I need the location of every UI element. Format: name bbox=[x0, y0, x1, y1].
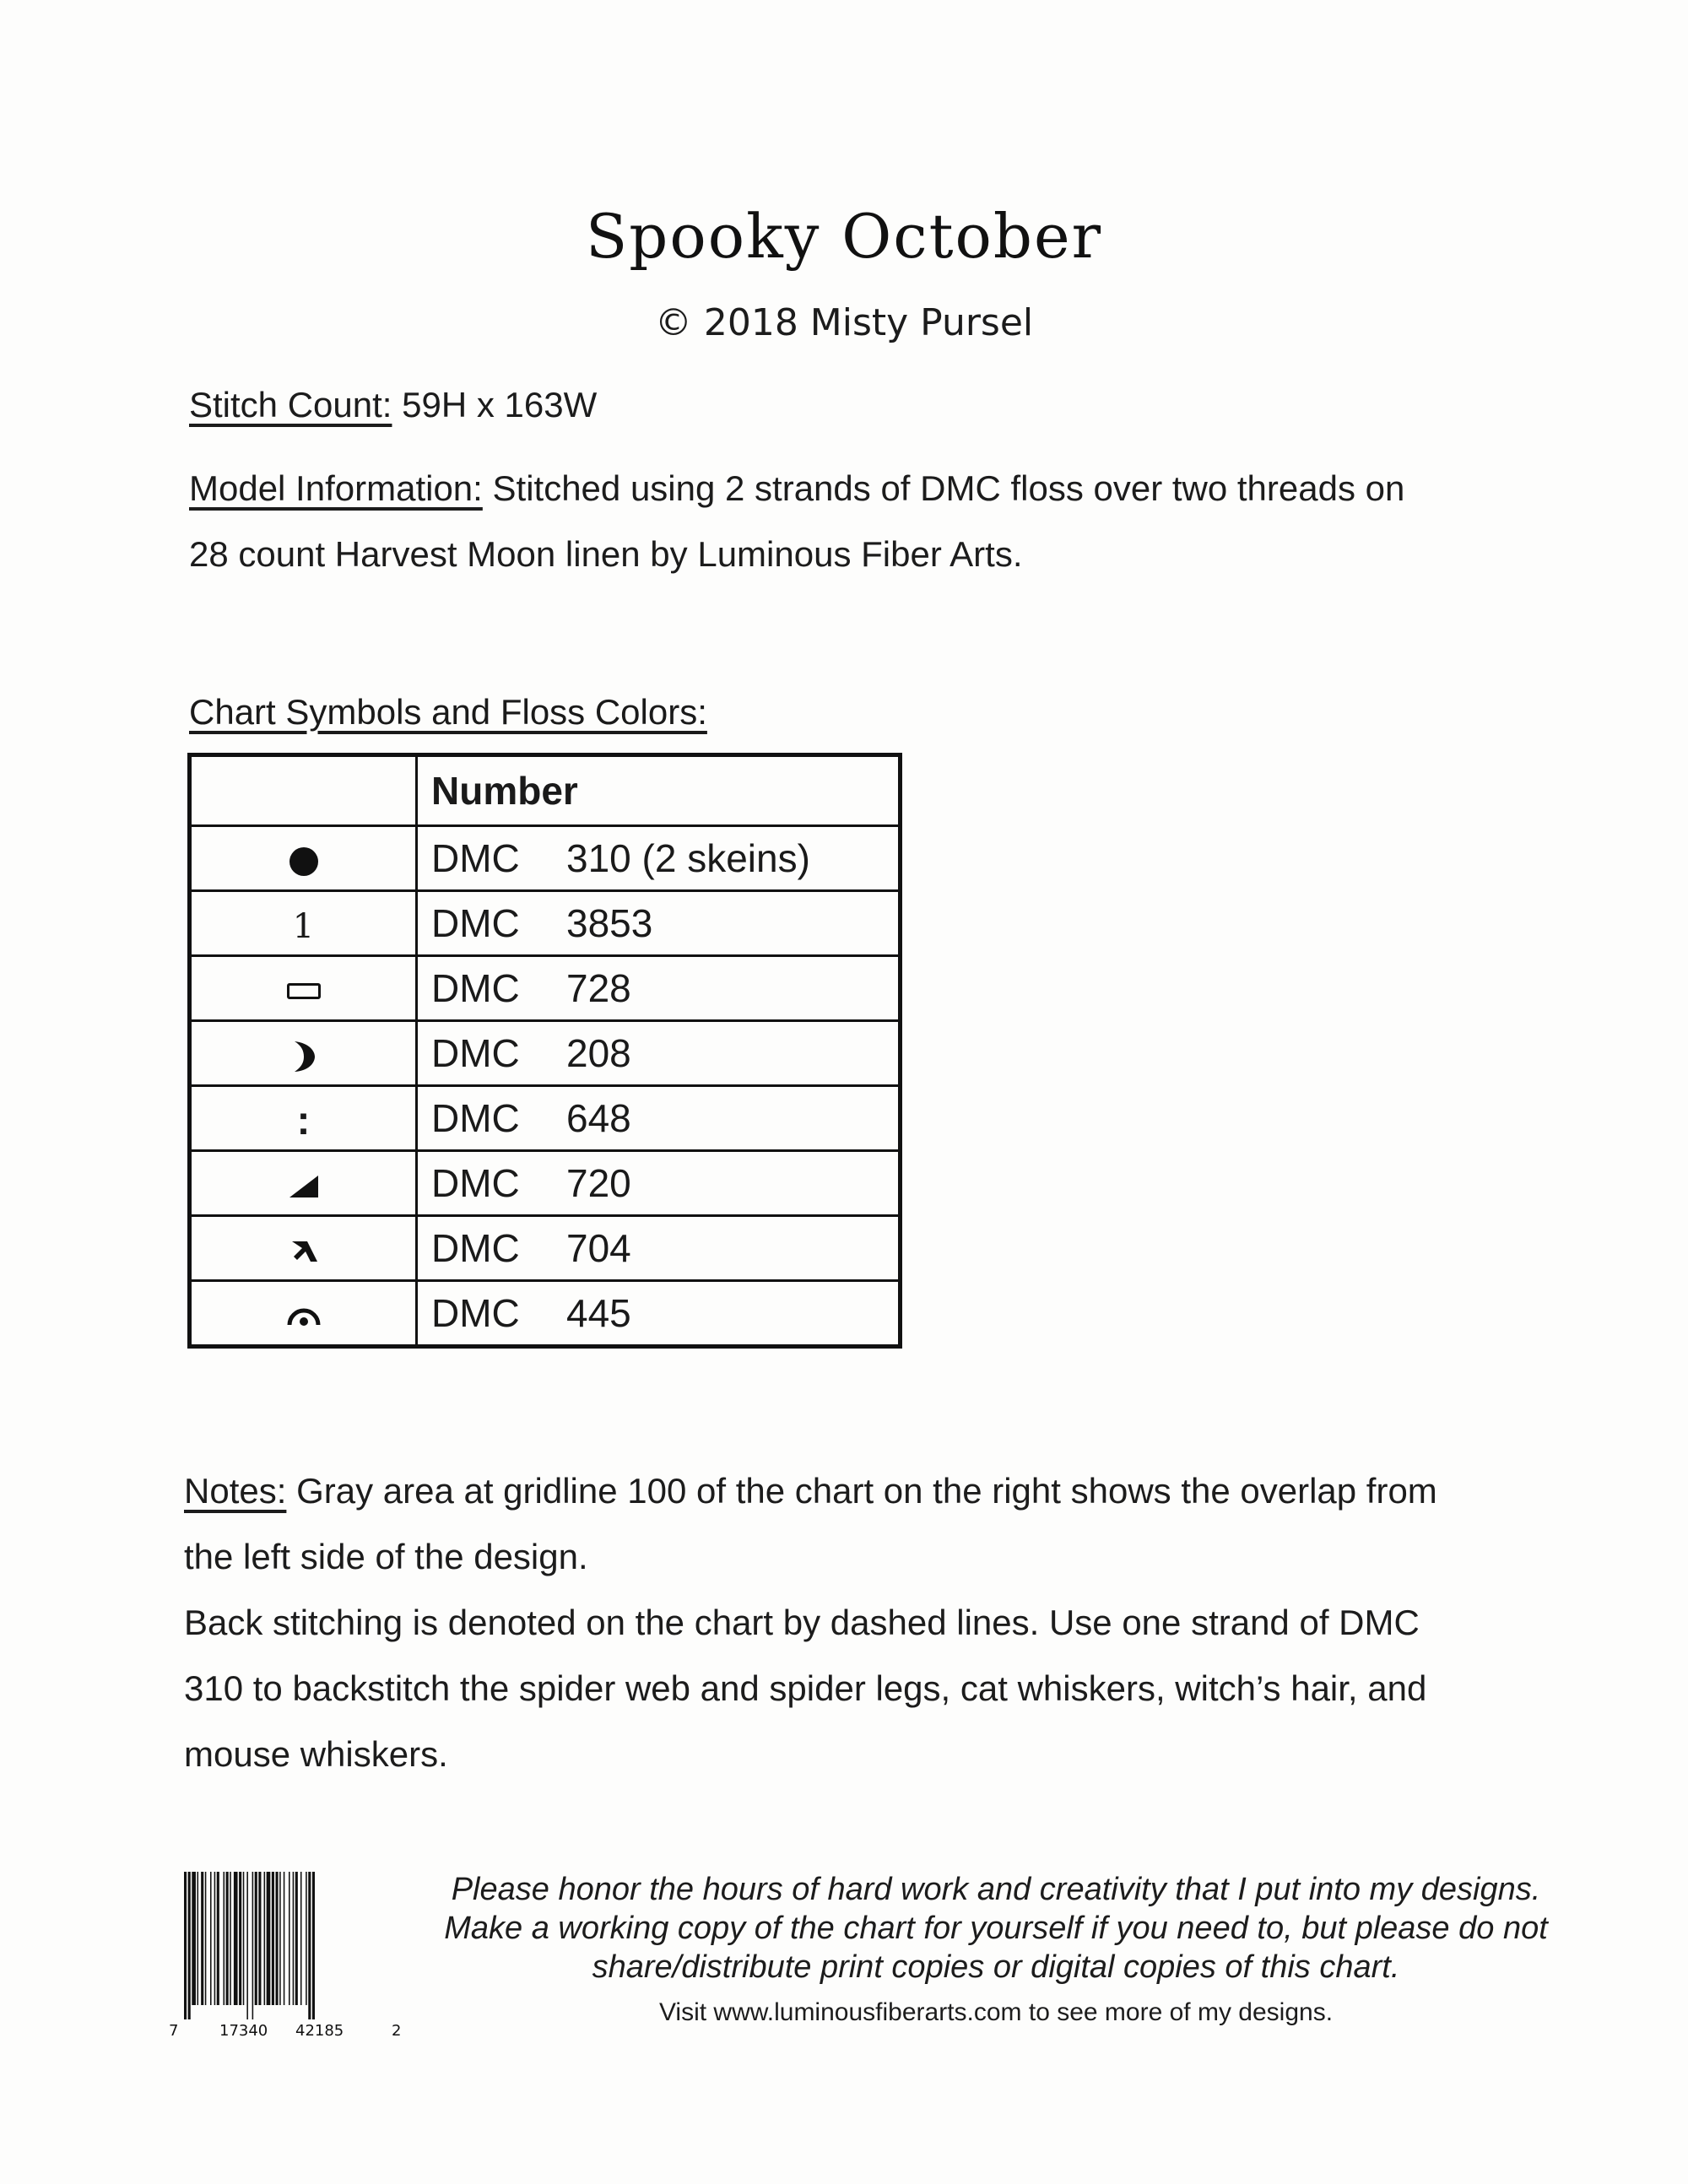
model-info-label: Model Information: bbox=[189, 468, 483, 508]
notes-section bbox=[184, 1458, 1602, 1787]
barcode-bar bbox=[272, 1872, 274, 2005]
barcode-digit-right: 2 bbox=[392, 2022, 402, 2040]
floss-brand: DMC bbox=[431, 1096, 520, 1140]
outlined-rectangle-icon bbox=[287, 983, 321, 999]
crescent-moon-icon bbox=[291, 1040, 316, 1073]
table-row bbox=[190, 1281, 901, 1347]
barcode-bar bbox=[243, 1872, 245, 2005]
chart-symbols-heading: Chart Symbols and Floss Colors: bbox=[189, 692, 707, 732]
barcode-bar bbox=[217, 1872, 219, 2005]
table-row bbox=[190, 1086, 901, 1151]
floss-brand: DMC bbox=[431, 901, 520, 945]
honor-line3: share/distribute print copies or digital copies of this chart. bbox=[592, 1949, 1400, 1985]
floss-brand: DMC bbox=[431, 966, 520, 1010]
floss-brand: DMC bbox=[431, 836, 520, 880]
barcode-bar bbox=[239, 1872, 241, 2005]
floss-number: 648 bbox=[566, 1096, 631, 1140]
barcode-bar bbox=[246, 1872, 248, 2019]
barcode-bars bbox=[184, 1872, 387, 2019]
model-info-line1: Stitched using 2 strands of DMC floss over two threads on bbox=[492, 468, 1405, 508]
filled-triangle-icon bbox=[288, 1174, 320, 1199]
floss-number: 704 bbox=[566, 1226, 631, 1270]
barcode-bar bbox=[252, 1872, 254, 2019]
barcode-bar bbox=[230, 1872, 231, 2005]
barcode-bar bbox=[197, 1872, 199, 2005]
arch-dot-icon bbox=[286, 1305, 322, 1328]
model-information bbox=[189, 456, 1573, 587]
barcode-bar bbox=[267, 1872, 271, 2005]
notes-p1-line2: the left side of the design. bbox=[184, 1537, 588, 1576]
page-title: Spooky October bbox=[585, 201, 1103, 272]
barcode-bar bbox=[279, 1872, 281, 2005]
hook-arrow-icon bbox=[289, 1238, 319, 1265]
table-header-row bbox=[190, 755, 901, 826]
notes-label: Notes: bbox=[184, 1471, 287, 1511]
notes-p2-line1: Back stitching is denoted on the chart by dashed lines. Use one strand of DMC bbox=[184, 1603, 1420, 1642]
notes-p2-line3: mouse whiskers. bbox=[184, 1734, 448, 1774]
copyright-line: © 2018 Misty Pursel bbox=[654, 301, 1034, 344]
floss-brand: DMC bbox=[431, 1226, 520, 1270]
barcode-bar bbox=[255, 1872, 257, 2005]
barcode-bar bbox=[224, 1872, 225, 2005]
table-row bbox=[190, 956, 901, 1021]
floss-number: 728 bbox=[566, 966, 631, 1010]
stitch-count-label: Stitch Count: bbox=[189, 385, 392, 424]
barcode-bar bbox=[184, 1872, 187, 2019]
floss-number: 3853 bbox=[566, 901, 653, 945]
barcode-bar bbox=[289, 1872, 290, 2005]
barcode-bar bbox=[201, 1872, 203, 2005]
honor-line2: Make a working copy of the chart for yourself if you need to, but please do not bbox=[444, 1911, 1548, 1946]
honor-line1: Please honor the hours of hard work and creativity that I put into my designs. bbox=[451, 1872, 1541, 1907]
numeral-one-icon: 1 bbox=[292, 906, 315, 946]
barcode-bar bbox=[284, 1872, 285, 2005]
filled-circle-icon bbox=[289, 847, 318, 876]
barcode-bar bbox=[308, 1872, 311, 2019]
barcode-bar bbox=[264, 1872, 266, 2005]
floss-brand: DMC bbox=[431, 1031, 520, 1075]
barcode-bar bbox=[300, 1872, 302, 2005]
table-row bbox=[190, 891, 901, 956]
colon-icon: : bbox=[296, 1098, 311, 1143]
barcode-group-2: 42185 bbox=[295, 2022, 344, 2040]
barcode-bar bbox=[210, 1872, 212, 2005]
floss-number: 208 bbox=[566, 1031, 631, 1075]
stitch-count bbox=[189, 372, 597, 438]
barcode-bar bbox=[295, 1872, 298, 2005]
barcode-bar bbox=[205, 1872, 207, 2005]
floss-number: 445 bbox=[566, 1291, 631, 1335]
table-row bbox=[190, 1151, 901, 1216]
notes-p2-line2: 310 to backstitch the spider web and spider legs, cat whiskers, witch’s hair, and bbox=[184, 1668, 1427, 1708]
honor-request bbox=[422, 1870, 1570, 1987]
table-row bbox=[190, 1021, 901, 1086]
barcode-bar bbox=[258, 1872, 261, 2005]
barcode-bar bbox=[306, 1872, 307, 2005]
barcode-bar bbox=[312, 1872, 315, 2019]
floss-number: 310 (2 skeins) bbox=[566, 836, 810, 880]
barcode-bar bbox=[214, 1872, 216, 2005]
table-row bbox=[190, 826, 901, 891]
barcode-bar bbox=[276, 1872, 279, 2005]
barcode-bar bbox=[293, 1872, 295, 2005]
table-row bbox=[190, 1216, 901, 1281]
barcode-bar bbox=[192, 1872, 196, 2005]
symbol-column-header bbox=[190, 755, 417, 826]
barcode-bar bbox=[234, 1872, 238, 2005]
website-line: Visit www.luminousfiberarts.com to see more of my designs. bbox=[658, 1998, 1334, 2026]
number-column-header: Number bbox=[417, 755, 901, 826]
barcode-digit-left: 7 bbox=[169, 2022, 179, 2040]
floss-number: 720 bbox=[566, 1161, 631, 1205]
notes-p1-line1: Gray area at gridline 100 of the chart on the right shows the overlap from bbox=[296, 1471, 1437, 1511]
barcode-group-1: 17340 bbox=[219, 2022, 268, 2040]
barcode-bar bbox=[188, 1872, 191, 2019]
floss-color-table bbox=[187, 753, 902, 1349]
floss-brand: DMC bbox=[431, 1161, 520, 1205]
stitch-count-value: 59H x 163W bbox=[402, 385, 598, 424]
model-info-line2: 28 count Harvest Moon linen by Luminous Fiber Arts. bbox=[189, 534, 1023, 574]
upc-barcode bbox=[169, 1872, 405, 2041]
floss-brand: DMC bbox=[431, 1291, 520, 1335]
barcode-bar bbox=[226, 1872, 229, 2005]
